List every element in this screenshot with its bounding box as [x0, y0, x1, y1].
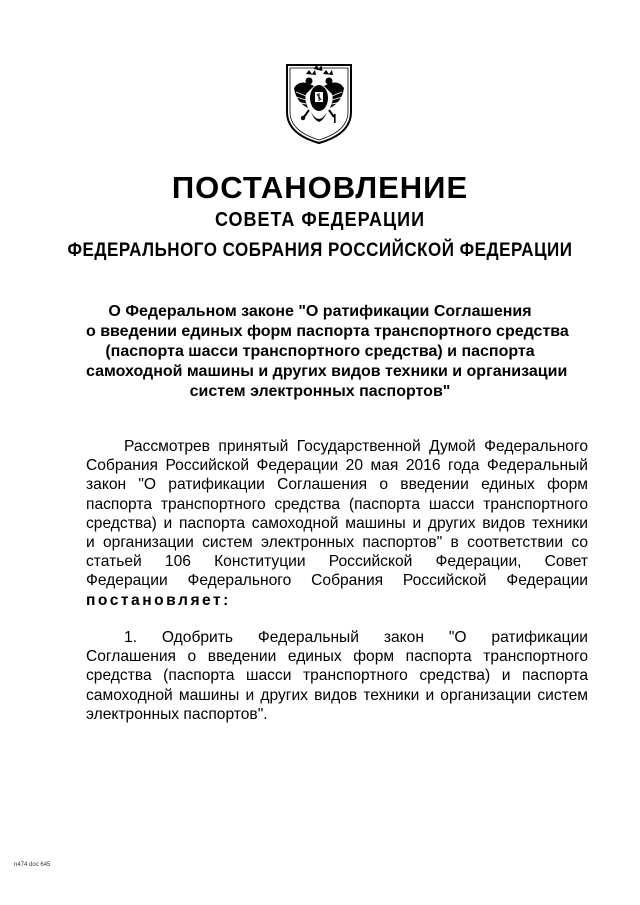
- paragraph-line: Собрания Российской Федерации 20 мая 2016 года Федеральный: [86, 457, 588, 475]
- document-title: ПОСТАНОВЛЕНИЕ: [171, 170, 469, 205]
- issuer-line-2: ФЕДЕРАЛЬНОГО СОБРАНИЯ РОССИЙСКОЙ ФЕДЕРАЦИИ: [67, 238, 573, 261]
- paragraph-line: статьей 106 Конституции Российской Федерации, Совет: [86, 553, 588, 571]
- coat-of-arms-emblem: [284, 62, 354, 146]
- subject-line: систем электронных паспортов": [189, 383, 451, 400]
- paragraph-line: электронных паспортов".: [86, 705, 268, 723]
- paragraph-line: Рассмотрев принятый Государственной Думой Федерального: [124, 438, 588, 455]
- clause-1-paragraph: [86, 628, 588, 724]
- paragraph-line: средства) и паспорта самоходной машины и других видов техники: [86, 514, 588, 532]
- paragraph-line: закон "О ратификации Соглашения о введении единых форм: [86, 476, 588, 494]
- resolution-subject: [86, 302, 569, 402]
- issuer-line-1: СОВЕТА ФЕДЕРАЦИИ: [214, 207, 426, 231]
- paragraph-line: Соглашения о введении единых форм паспорта транспортного: [86, 648, 588, 666]
- paragraph-line: 1. Одобрить Федеральный закон "О ратификации: [124, 629, 588, 646]
- paragraph-line: паспорта транспортного средства (паспорта шасси транспортного: [86, 495, 588, 513]
- paragraph-line: самоходной машины и других видов техники и организации систем: [86, 686, 588, 704]
- subject-line: О Федеральном законе "О ратификации Соглашения: [108, 303, 532, 320]
- resolves-word: постановляет:: [86, 591, 231, 609]
- paragraph-line: средства (паспорта шасси транспортного средства) и паспорта: [86, 667, 588, 685]
- paragraph-line: и организации систем электронных паспортов" в соответствии со: [86, 534, 588, 552]
- subject-line: (паспорта шасси транспортного средства) и паспорта: [105, 343, 535, 360]
- subject-line: о введении единых форм паспорта транспортного средства: [86, 323, 569, 340]
- preamble-paragraph: [86, 437, 588, 610]
- paragraph-line: Федерации Федерального Собрания Российской Федерации: [86, 572, 588, 590]
- document-code: n474 doc 645: [14, 862, 51, 868]
- subject-line: самоходной машины и других видов техники и организации: [86, 363, 568, 380]
